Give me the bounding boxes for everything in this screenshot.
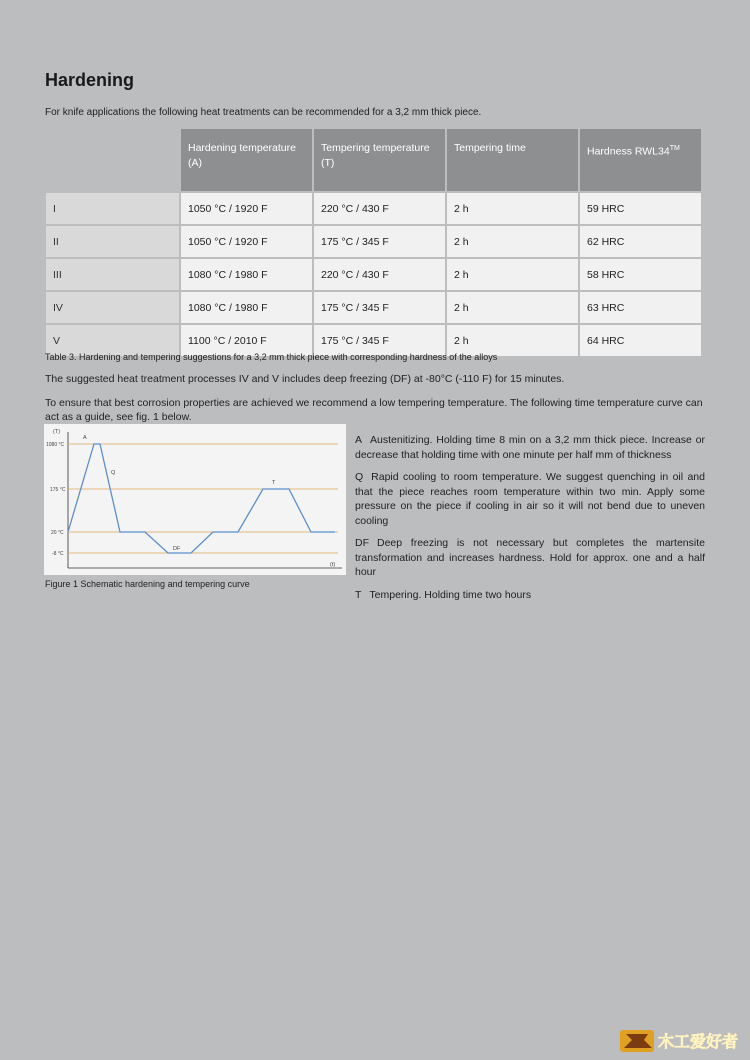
y-tick-175: 175 °C (50, 487, 66, 493)
legend-item-a (355, 433, 705, 462)
table-row (46, 226, 701, 257)
tempering-time-cell: 2 h (447, 259, 578, 290)
table-row (46, 259, 701, 290)
point-label-a: A (83, 435, 87, 441)
point-label-t: T (272, 480, 276, 486)
header-hardness-label: Hardness RWL34 (587, 145, 670, 158)
row-label-cell: IV (46, 292, 179, 323)
table-row (46, 292, 701, 323)
corrosion-paragraph: To ensure that best corrosion properties are achieved we recommend a low tempering temperature. The following time temperature curve can act as a guide, see fig. 1 below. (45, 397, 703, 423)
hardness-cell: 58 HRC (580, 259, 701, 290)
y-tick-20: 20 °C (51, 530, 64, 536)
tempering-temperature-cell: 220 °C / 430 F (314, 193, 445, 224)
hardness-cell: 64 HRC (580, 325, 701, 356)
point-label-q: Q (111, 470, 116, 476)
header-tempering-temperature: Tempering temperature (T) (314, 129, 445, 191)
table-row (46, 193, 701, 224)
page-title: Hardening (45, 70, 135, 90)
legend-item-q (355, 470, 705, 528)
legend-key: T (355, 588, 362, 601)
deep-freezing-paragraph: The suggested heat treatment processes IV and V includes deep freezing (DF) at -80°C (-110 F) for 15 minutes. (45, 373, 565, 385)
tempering-time-cell: 2 h (447, 325, 578, 356)
row-label-cell: I (46, 193, 179, 224)
legend-key: DF (355, 537, 369, 549)
legend-key: A (355, 434, 363, 446)
tempering-temperature-cell: 220 °C / 430 F (314, 259, 445, 290)
hardness-cell: 59 HRC (580, 193, 701, 224)
tempering-temperature-cell: 175 °C / 345 F (314, 292, 445, 323)
tempering-temperature-cell: 175 °C / 345 F (314, 226, 445, 257)
hardening-temperature-cell: 1080 °C / 1980 F (181, 259, 312, 290)
header-hardening-temperature: Hardening temperature (A) (181, 129, 312, 191)
row-label-cell: II (46, 226, 179, 257)
legend-text: Rapid cooling to room temperature. We suggest quenching in oil and that the piece reaches room temperature within two min. Apply some pressure on the piece if cooling in air so it will not bend due to uneven cooling (355, 471, 705, 527)
row-label-cell: III (46, 259, 179, 290)
heat-treatment-table (44, 127, 703, 358)
y-axis-label: (T) (53, 429, 61, 435)
hardness-cell: 62 HRC (580, 226, 701, 257)
legend-item-t (355, 588, 705, 603)
legend-item-df (355, 536, 705, 580)
tempering-temperature-cell: 175 °C / 345 F (314, 325, 445, 356)
watermark-logo (618, 1024, 742, 1054)
table-header-row (46, 129, 701, 191)
hardening-temperature-cell: 1080 °C / 1980 F (181, 292, 312, 323)
header-tempering-time: Tempering time (447, 129, 578, 191)
intro-text: For knife applications the following heat treatments can be recommended for a 3,2 mm thick piece. (45, 107, 482, 118)
tempering-time-cell: 2 h (447, 193, 578, 224)
watermark-text: 木工爱好者 (658, 1032, 739, 1051)
temperature-curve-line (68, 444, 335, 553)
legend-text: Tempering. Holding time two hours (369, 588, 532, 601)
hardening-temperature-cell: 1050 °C / 1920 F (181, 193, 312, 224)
figure-caption: Figure 1 Schematic hardening and tempering curve (45, 579, 250, 589)
tempering-time-cell: 2 h (447, 292, 578, 323)
x-axis-label: (t) (330, 562, 336, 568)
y-tick-1080: 1080 °C (46, 442, 65, 448)
point-label-df: DF (173, 546, 181, 552)
legend-key: Q (355, 471, 364, 483)
curve-legend (355, 433, 705, 610)
y-tick-minus8: -8 °C (52, 551, 64, 557)
temperature-curve-figure (44, 424, 346, 575)
hardening-temperature-cell: 1100 °C / 2010 F (181, 325, 312, 356)
table-corner-cell (46, 129, 179, 191)
tempering-time-cell: 2 h (447, 226, 578, 257)
hardening-temperature-cell: 1050 °C / 1920 F (181, 226, 312, 257)
trademark-sup: TM (669, 145, 680, 152)
table-caption: Table 3. Hardening and tempering suggestions for a 3,2 mm thick piece with corresponding hardness of the alloys (45, 352, 498, 362)
hardness-cell: 63 HRC (580, 292, 701, 323)
legend-text: Austenitizing. Holding time 8 min on a 3,2 mm thick piece. Increase or decrease that holding time with one minute per half mm of thickness (355, 434, 705, 461)
row-label-cell: V (46, 325, 179, 356)
temperature-curve-svg (44, 424, 346, 575)
header-hardness (580, 129, 701, 191)
legend-text: Deep freezing is not necessary but completes the martensite transformation and increases hardness. Hold for approx. one and a half hour (355, 537, 705, 578)
